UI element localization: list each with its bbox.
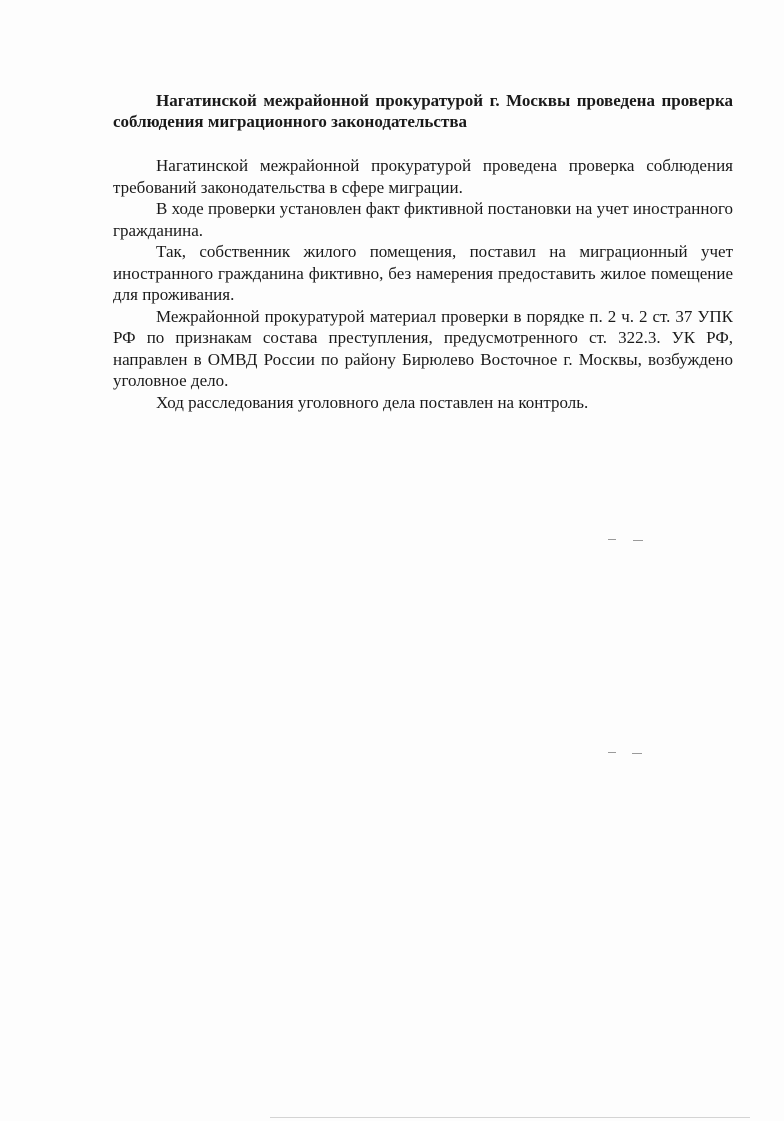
paragraph-1: Нагатинской межрайонной прокуратурой проведена проверка соблюдения требований законодательства в сфере миграции. <box>113 156 733 197</box>
scan-speck <box>608 539 616 540</box>
document-body <box>113 155 733 413</box>
paragraph-4: Межрайонной прокуратурой материал проверки в порядке п. 2 ч. 2 ст. 37 УПК РФ по признакам состава преступления, предусмотренного ст. 322.3. УК РФ, направлен в ОМВД России по району Бирюлево Восточное г. Москвы, возбуждено уголовное дело. <box>113 306 733 390</box>
paragraph-2: В ходе проверки установлен факт фиктивной постановки на учет иностранного гражданина. <box>113 199 733 240</box>
paragraph-3: Так, собственник жилого помещения, поставил на миграционный учет иностранного гражданина фиктивно, без намерения предоставить жилое помещение для проживания. <box>113 242 733 304</box>
paragraph-5: Ход расследования уголовного дела поставлен на контроль. <box>156 392 589 412</box>
scan-speck <box>632 753 642 754</box>
scan-speck <box>608 752 616 753</box>
document-title: Нагатинской межрайонной прокуратурой г. Москвы проведена проверка соблюдения миграционного законодательства <box>113 91 733 131</box>
scan-speck <box>633 540 643 541</box>
scan-edge-line <box>270 1117 750 1118</box>
